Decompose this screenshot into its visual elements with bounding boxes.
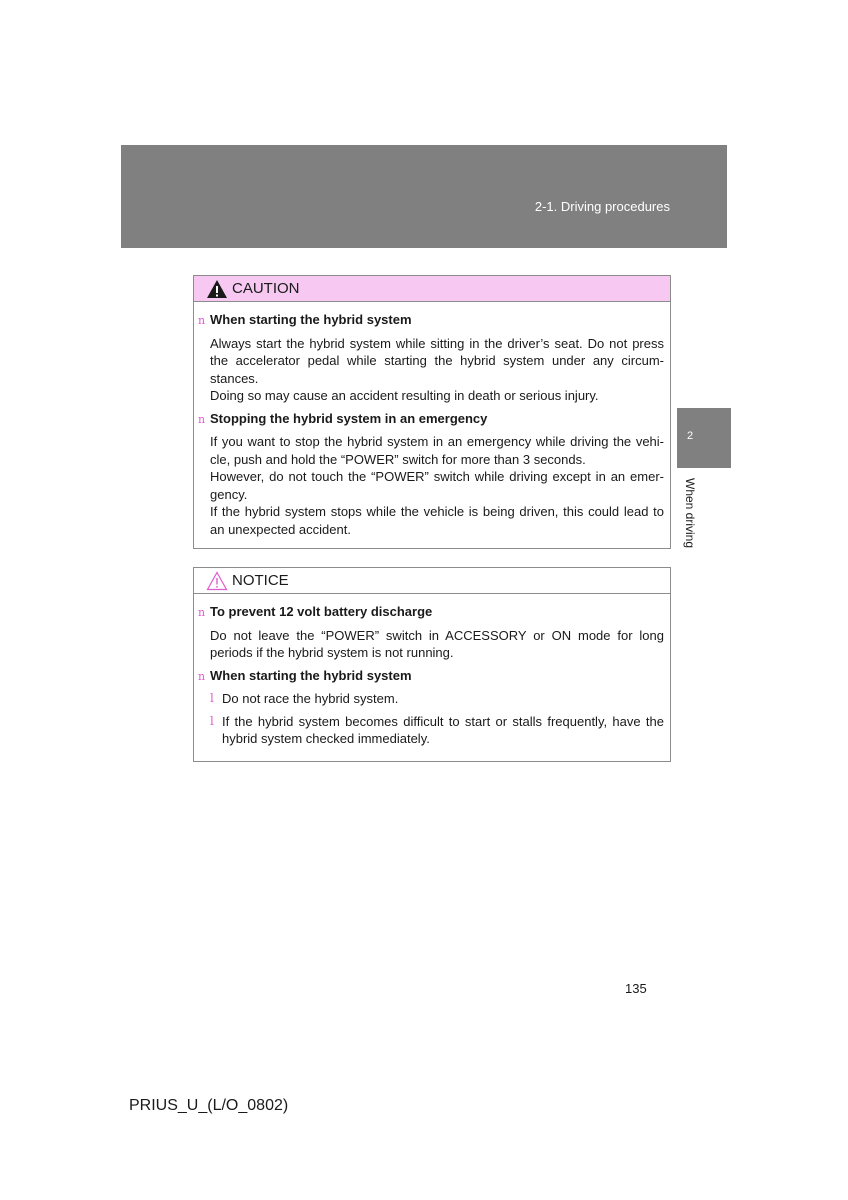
notice-warning-icon: [206, 571, 228, 591]
notice-header: [194, 568, 670, 594]
bullet-marker: n: [198, 314, 206, 327]
warning-icon: [206, 279, 228, 299]
bullet-marker: n: [198, 412, 206, 426]
section-title: 2-1. Driving procedures: [534, 199, 670, 214]
list-bullet: l: [210, 713, 214, 728]
list-item: l If the hybrid system becomes difficult to start or stalls frequently, have the hybrid system checked immediately.: [210, 713, 664, 746]
page-number: 135: [625, 981, 647, 996]
notice-box: [193, 567, 671, 762]
caution-paragraph-2: If you want to stop the hybrid system in an emergency while driving the vehi-cle, push and hold the “POWER” switch for more than 3 seconds. However, do not touch the “POWER” switch while driving except in an emer-gency. If the hybrid system stops while the vehicle is being driven, this could lead to an unexpected accident.: [210, 434, 664, 537]
caution-heading-2: n Stopping the hybrid system in an emergency: [198, 410, 664, 429]
chapter-number: 2: [687, 430, 694, 442]
caution-header: [194, 276, 670, 302]
bullet-marker: n: [198, 606, 206, 619]
caution-paragraph-1: Always start the hybrid system while sitting in the driver’s seat. Do not press the accelerator pedal while starting the hybrid system under any circum-stances. Doing so may cause an accident resulting in death or serious injury.: [210, 335, 664, 403]
notice-heading-1: n To prevent 12 volt battery discharge: [198, 603, 664, 622]
list-bullet: l: [210, 691, 214, 705]
chapter-label: When driving: [683, 478, 697, 549]
caution-title: CAUTION: [232, 280, 300, 297]
notice-paragraph-1: Do not leave the “POWER” switch in ACCESSORY or ON mode for long periods if the hybrid system is not running.: [210, 627, 664, 660]
document-code: PRIUS_U_(L/O_0802): [129, 1097, 289, 1114]
chapter-tab: [677, 408, 731, 468]
header-band: [121, 145, 727, 248]
caution-heading-1: n When starting the hybrid system: [198, 311, 664, 330]
bullet-marker: n: [198, 669, 206, 683]
notice-heading-2: n When starting the hybrid system: [198, 667, 664, 686]
caution-box: [193, 275, 671, 549]
list-item: l Do not race the hybrid system.: [210, 691, 399, 706]
notice-title: NOTICE: [232, 572, 289, 589]
